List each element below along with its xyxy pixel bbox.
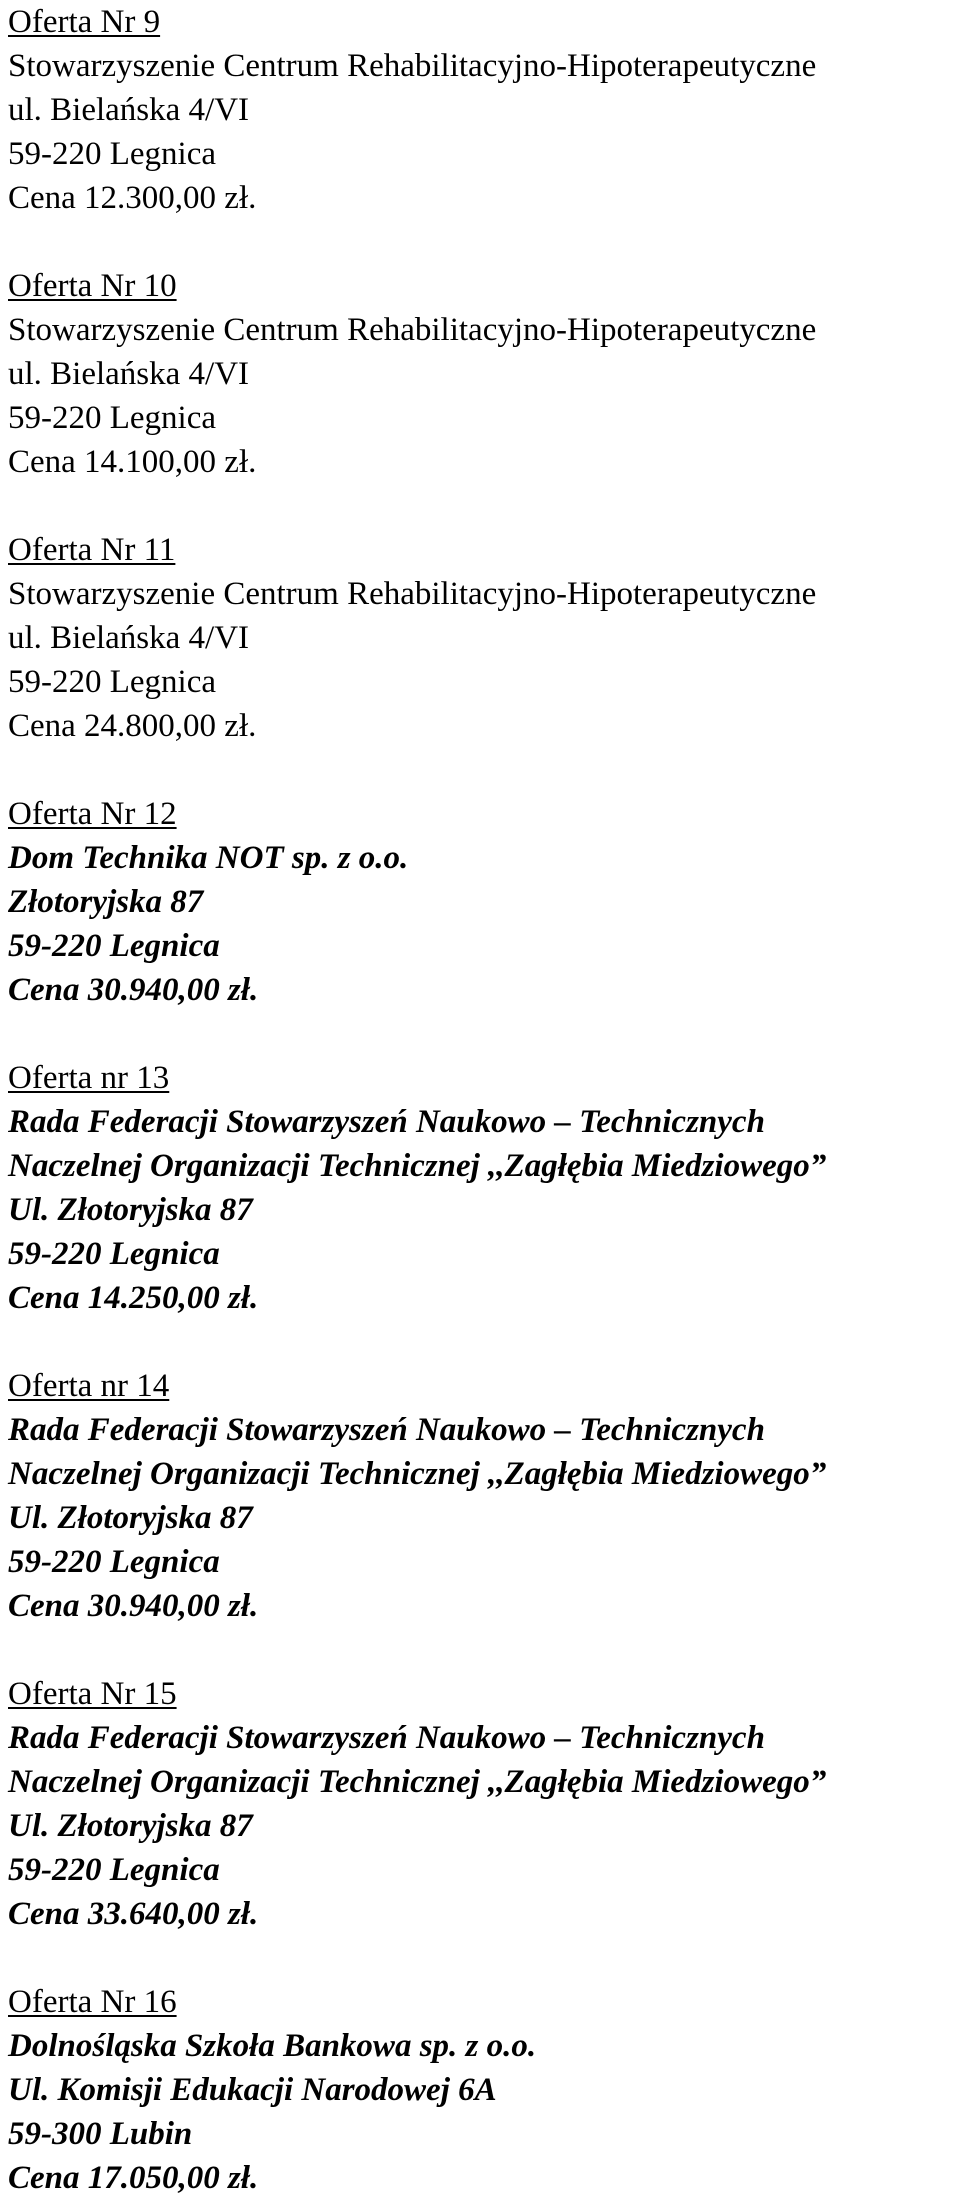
- offer-block-9: [8, 0, 958, 220]
- offer-street: Ul. Złotoryjska 87: [8, 1192, 253, 1228]
- offer-city: 59-220 Legnica: [8, 1852, 220, 1888]
- offer-title: Oferta Nr 10: [8, 268, 177, 304]
- offer-price: Cena 33.640,00 zł.: [8, 1896, 259, 1932]
- offer-street: Złotoryjska 87: [8, 884, 204, 920]
- offer-title: Oferta Nr 16: [8, 1984, 177, 2020]
- offer-price: Cena 17.050,00 zł.: [8, 2160, 259, 2196]
- offer-title: Oferta Nr 11: [8, 532, 176, 568]
- offer-organization: Rada Federacji Stowarzyszeń Naukowo – Technicznych: [8, 1720, 765, 1756]
- offer-street: Ul. Komisji Edukacji Narodowej 6A: [8, 2072, 497, 2108]
- offer-price: Cena 14.250,00 zł.: [8, 1280, 259, 1316]
- offer-street: ul. Bielańska 4/VI: [8, 356, 250, 392]
- offer-street: ul. Bielańska 4/VI: [8, 92, 250, 128]
- offer-city: 59-220 Legnica: [8, 1544, 220, 1580]
- offer-city: 59-220 Legnica: [8, 664, 217, 700]
- offer-organization: Stowarzyszenie Centrum Rehabilitacyjno-Hipoterapeutyczne: [8, 576, 817, 612]
- offer-price: Cena 12.300,00 zł.: [8, 180, 257, 216]
- offer-organization-cont: Naczelnej Organizacji Technicznej ,,Zagłębia Miedziowego”: [8, 1764, 827, 1800]
- offer-block-12: [8, 792, 958, 1012]
- offer-title: Oferta Nr 9: [8, 4, 161, 40]
- offer-price: Cena 30.940,00 zł.: [8, 972, 259, 1008]
- offer-organization: Dom Technika NOT sp. z o.o.: [8, 840, 409, 876]
- offer-title: Oferta nr 14: [8, 1368, 170, 1404]
- offer-street: Ul. Złotoryjska 87: [8, 1500, 253, 1536]
- offer-organization: Dolnośląska Szkoła Bankowa sp. z o.o.: [8, 2028, 537, 2064]
- offer-price: Cena 30.940,00 zł.: [8, 1588, 259, 1624]
- offer-organization: Stowarzyszenie Centrum Rehabilitacyjno-Hipoterapeutyczne: [8, 48, 817, 84]
- offer-price: Cena 24.800,00 zł.: [8, 708, 257, 744]
- offer-city: 59-300 Lubin: [8, 2116, 193, 2152]
- offer-block-16: [8, 1980, 958, 2200]
- offer-organization: Rada Federacji Stowarzyszeń Naukowo – Technicznych: [8, 1104, 765, 1140]
- offer-organization-cont: Naczelnej Organizacji Technicznej ,,Zagłębia Miedziowego”: [8, 1456, 827, 1492]
- offer-organization-cont: Naczelnej Organizacji Technicznej ,,Zagłębia Miedziowego”: [8, 1148, 827, 1184]
- offer-city: 59-220 Legnica: [8, 1236, 220, 1272]
- offer-street: Ul. Złotoryjska 87: [8, 1808, 253, 1844]
- offer-block-10: [8, 264, 958, 484]
- offer-block-15: [8, 1672, 958, 1936]
- offer-city: 59-220 Legnica: [8, 136, 217, 172]
- offer-organization: Stowarzyszenie Centrum Rehabilitacyjno-Hipoterapeutyczne: [8, 312, 817, 348]
- offer-city: 59-220 Legnica: [8, 928, 220, 964]
- offer-street: ul. Bielańska 4/VI: [8, 620, 250, 656]
- offer-organization: Rada Federacji Stowarzyszeń Naukowo – Technicznych: [8, 1412, 765, 1448]
- offer-block-11: [8, 528, 958, 748]
- offer-title: Oferta Nr 15: [8, 1676, 177, 1712]
- document-page: [8, 0, 958, 2200]
- offer-title: Oferta nr 13: [8, 1060, 170, 1096]
- offer-price: Cena 14.100,00 zł.: [8, 444, 257, 480]
- offer-block-14: [8, 1364, 958, 1628]
- offer-title: Oferta Nr 12: [8, 796, 177, 832]
- offer-block-13: [8, 1056, 958, 1320]
- offer-city: 59-220 Legnica: [8, 400, 217, 436]
